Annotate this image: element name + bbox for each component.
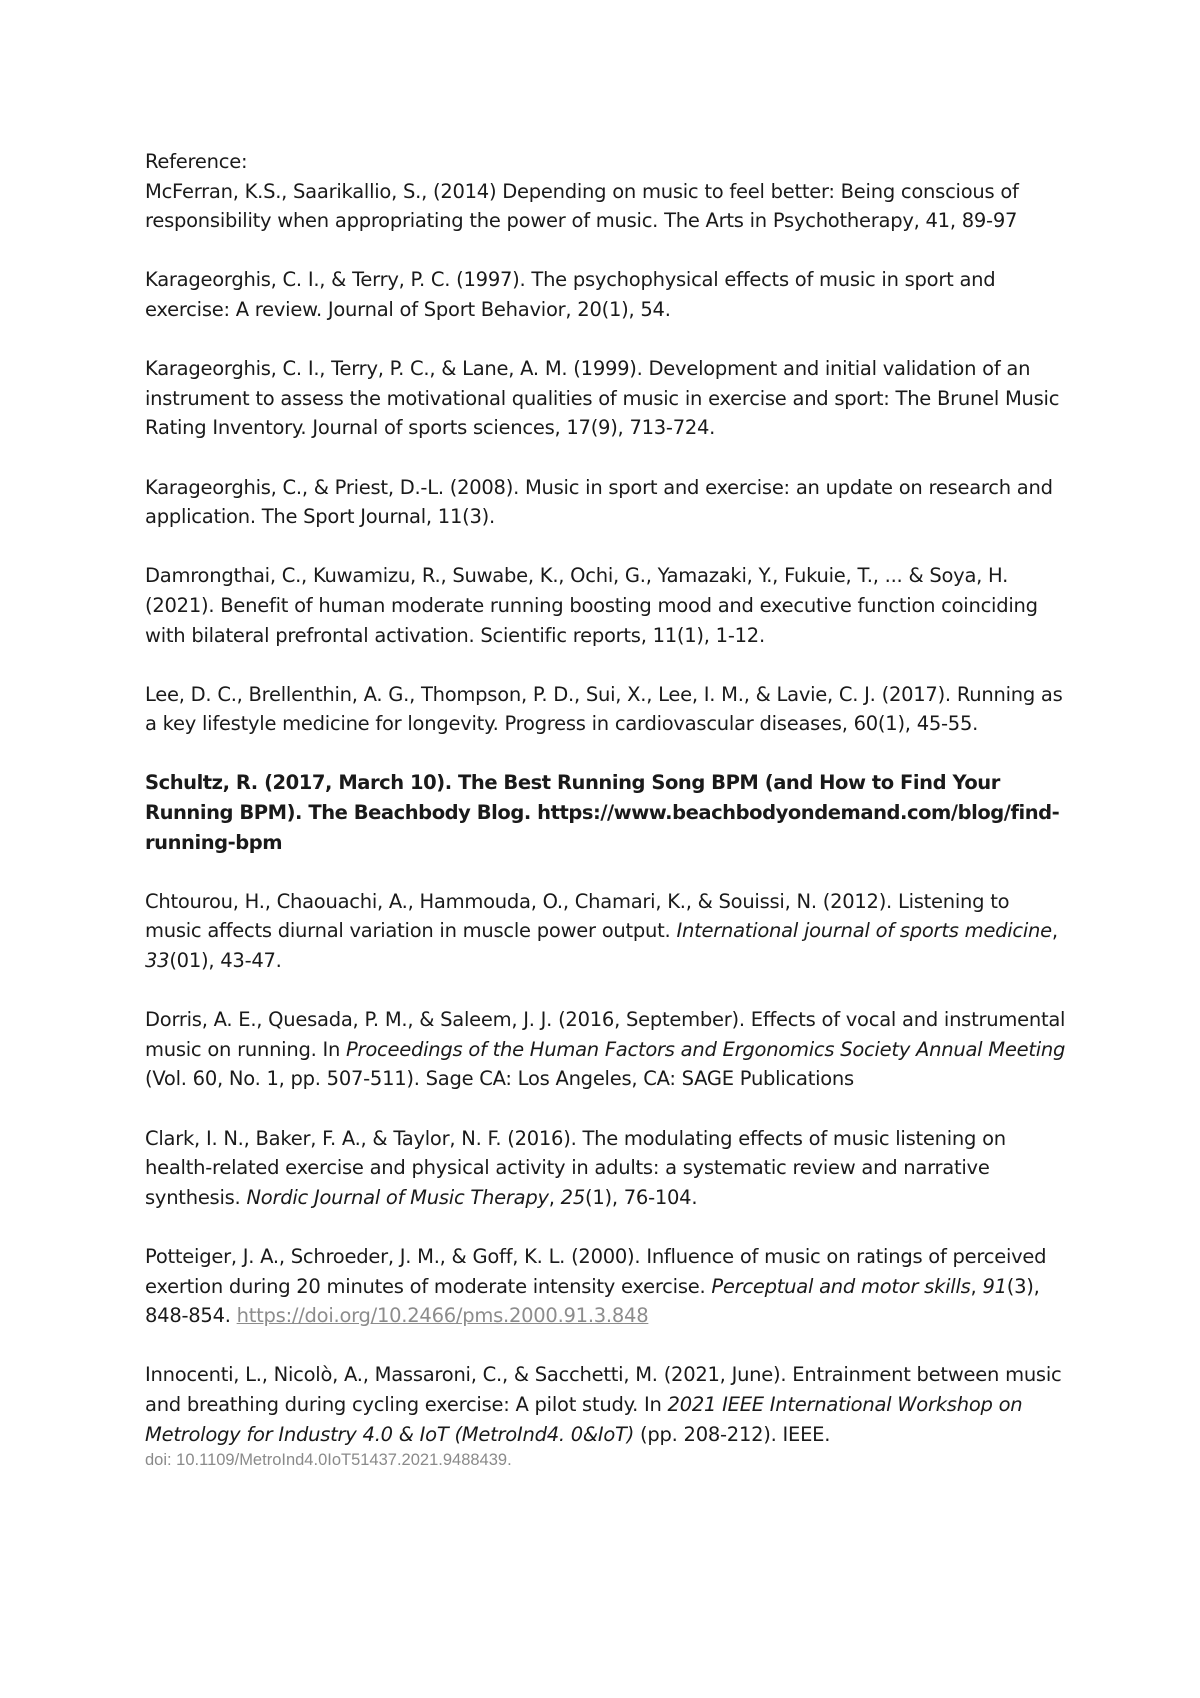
reference-entry-2: Karageorghis, C. I., & Terry, P. C. (1997). The psychophysical effects of music in sport and exercise: A review. Journal of Sport Behavior, 20(1), 54. xyxy=(145,268,996,321)
reference-10-separator: , xyxy=(548,1185,561,1209)
reference-entry-6: Lee, D. C., Brellenthin, A. G., Thompson, P. D., Sui, X., Lee, I. M., & Lavie, C. J. (2017). Running as a key lifestyle medicine for longevity. Progress in cardiovascular diseases, 60(1), 45-55. xyxy=(145,682,1063,736)
reference-12-doi: doi: 10.1109/MetroInd4.0IoT51437.2021.9488439. xyxy=(145,1451,512,1470)
reference-entry-4: Karageorghis, C., & Priest, D.-L. (2008). Music in sport and exercise: an update on research and application. The Sport Journal, 11(3). xyxy=(145,475,1053,529)
reference-10-authors-title: Clark, I. N., Baker, F. A., & Taylor, N. F. (2016). The modulating effects of music listening on health-related exercise and physical activity in adults: a systematic review and narrative synthesis. xyxy=(145,1126,1006,1209)
reference-10-journal: Nordic Journal of Music Therapy xyxy=(246,1185,549,1209)
reference-8-authors-title: Chtourou, H., Chaouachi, A., Hammouda, O., Chamari, K., & Souissi, N. (2012). Listening to music affects diurnal variation in muscle power output. xyxy=(145,889,1010,943)
reference-entry-7: Schultz, R. (2017, March 10). The Best Running Song BPM (and How to Find Your Running BPM). The Beachbody Blog. https://www.beachbodyondemand.com/blog/find-running-bpm xyxy=(145,771,1060,854)
reference-12-authors-title: Innocenti, L., Nicolò, A., Massaroni, C., & Sacchetti, M. (2021, June). Entrainment between music and breathing during cycling exercise: A pilot study. In xyxy=(145,1363,1062,1416)
reference-9-authors-title: Dorris, A. E., Quesada, P. M., & Saleem, J. J. (2016, September). Effects of vocal and instrumental music on running. In xyxy=(145,1008,1066,1061)
reference-11-doi-link[interactable]: https://doi.org/10.2466/pms.2000.91.3.848 xyxy=(236,1304,649,1328)
reference-10-issue-pages: (1), 76-104. xyxy=(585,1185,698,1209)
reference-list xyxy=(145,147,1070,1501)
reference-10-volume: 25 xyxy=(560,1185,585,1209)
reference-entry-1: McFerran, K.S., Saarikallio, S., (2014) Depending on music to feel better: Being conscious of responsibility when appropriating the power of music. The Arts in Psychotherapy, 41, 89-97 xyxy=(145,179,1019,233)
reference-entry-12 xyxy=(145,1360,1070,1471)
reference-11-authors-title: Potteiger, J. A., Schroeder, J. M., & Goff, K. L. (2000). Influence of music on ratings of perceived exertion during 20 minutes of moderate intensity exercise. xyxy=(145,1244,1047,1298)
reference-12-pages: (pp. 208-212). IEEE. xyxy=(634,1422,831,1446)
reference-11-issue-pages: (3), 848-854. xyxy=(145,1274,1040,1328)
reference-8-volume: 33 xyxy=(145,949,170,973)
reference-8-issue-pages: (01), 43-47. xyxy=(169,949,282,973)
reference-11-separator: , xyxy=(970,1274,983,1298)
reference-heading: Reference: xyxy=(145,150,248,173)
reference-9-journal: Proceedings of the Human Factors and Ergonomics Society Annual Meeting xyxy=(346,1037,1066,1061)
reference-8-journal: International journal of sports medicine xyxy=(676,919,1052,943)
reference-entry-5: Damrongthai, C., Kuwamizu, R., Suwabe, K., Ochi, G., Yamazaki, Y., Fukuie, T., ... & Soya, H. (2021). Benefit of human moderate running boosting mood and executive function coinciding with bilateral prefrontal activation. Scientific reports, 11(1), 1-12. xyxy=(145,564,1038,647)
reference-9-details: (Vol. 60, No. 1, pp. 507-511). Sage CA: Los Angeles, CA: SAGE Publications xyxy=(145,1067,854,1091)
reference-11-journal: Perceptual and motor skills xyxy=(711,1274,971,1298)
reference-12-proceedings: 2021 IEEE International Workshop on Metrology for Industry 4.0 & IoT (MetroInd4. 0&IoT) xyxy=(145,1392,1023,1446)
reference-entry-10 xyxy=(145,1124,1070,1213)
reference-11-volume: 91 xyxy=(982,1274,1007,1298)
reference-8-separator: , xyxy=(1051,919,1058,943)
reference-entry-8 xyxy=(145,887,1070,976)
reference-entry-11 xyxy=(145,1242,1070,1331)
reference-entry-3: Karageorghis, C. I., Terry, P. C., & Lane, A. M. (1999). Development and initial validation of an instrument to assess the motivational qualities of music in exercise and sport: The Brunel Music Rating Inventory. Journal of sports sciences, 17(9), 713-724. xyxy=(145,357,1060,440)
reference-entry-9 xyxy=(145,1005,1070,1094)
